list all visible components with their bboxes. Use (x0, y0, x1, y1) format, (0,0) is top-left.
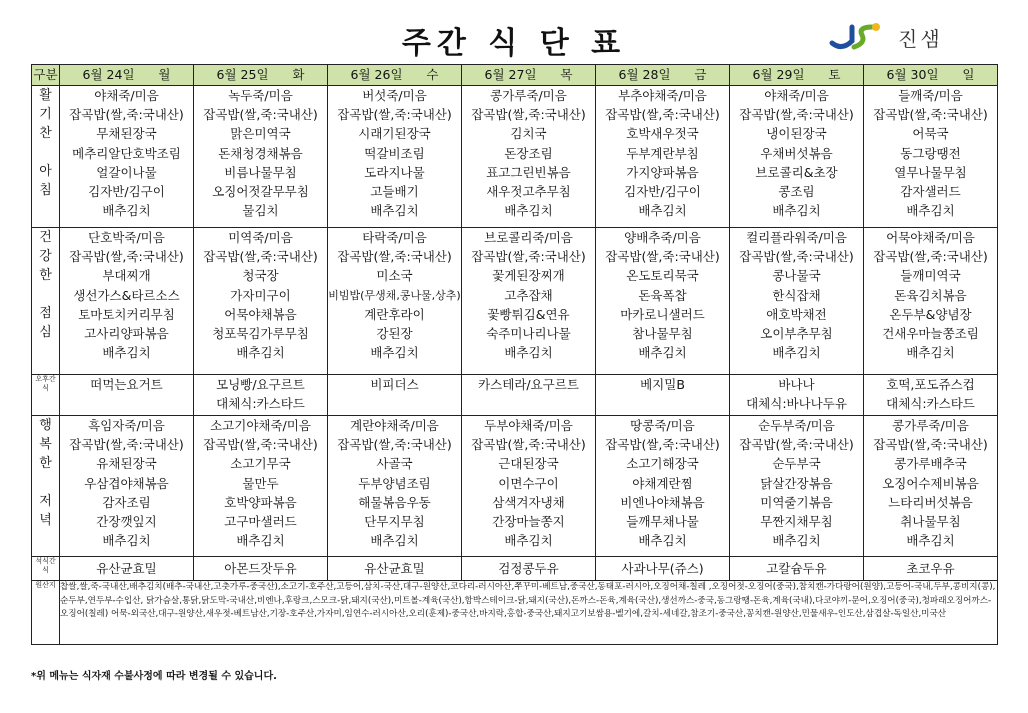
menu-item: 잡곡밥(쌀,죽:국내산) (873, 249, 988, 265)
menu-item: 사골국 (376, 456, 413, 472)
menu-item: 꽃빵튀김&연유 (487, 306, 570, 322)
menu-item: 간장마늘쫑지 (492, 513, 565, 529)
menu-cell (328, 86, 462, 228)
meal-row-dinner (32, 416, 998, 557)
menu-item: 소고기야채죽/미음 (210, 418, 311, 433)
menu-item: 잡곡밥(쌀,죽:국내산) (471, 437, 586, 453)
menu-cell (60, 416, 194, 557)
menu-cell (864, 416, 998, 557)
menu-item: 배추김치 (638, 533, 687, 549)
menu-cell (462, 557, 596, 581)
brand-name: 진샘 (898, 26, 943, 51)
menu-item: 미역죽/미음 (228, 230, 293, 245)
menu-item: 돈육김치볶음 (894, 287, 967, 303)
menu-cell (328, 557, 462, 581)
weekly-menu-table (31, 64, 998, 645)
menu-cell (328, 375, 462, 416)
menu-item: 얼갈이나물 (96, 164, 157, 180)
menu-item: 잡곡밥(쌀,죽:국내산) (471, 107, 586, 123)
day-header: 6월 30일 일 (864, 65, 998, 86)
menu-item: 시래기된장국 (358, 126, 431, 142)
menu-item: 흑임자죽/미음 (88, 418, 165, 433)
menu-item: 콩조림 (778, 183, 815, 199)
menu-item: 잡곡밥(쌀,죽:국내산) (203, 437, 318, 453)
menu-item: 온도토리묵국 (626, 268, 699, 284)
menu-item: 배추김치 (638, 203, 687, 219)
menu-item: 잡곡밥(쌀,죽:국내산) (739, 437, 854, 453)
menu-item: 고추잡채 (504, 287, 553, 303)
menu-item: 떡갈비조림 (364, 145, 425, 161)
menu-item: 두부양념조림 (358, 475, 431, 491)
menu-item: 배추김치 (906, 533, 955, 549)
menu-item: 콩가루죽/미음 (892, 418, 969, 433)
menu-item: 순두부죽/미음 (758, 418, 835, 433)
menu-item: 냉이된장국 (766, 126, 827, 142)
menu-item: 배추김치 (772, 203, 821, 219)
menu-item: 잡곡밥(쌀,죽:국내산) (69, 107, 184, 123)
menu-item: 청포묵김가루무침 (212, 325, 309, 341)
menu-cell (194, 375, 328, 416)
menu-item: 해물볶음우동 (358, 494, 431, 510)
menu-item: 잡곡밥(쌀,죽:국내산) (739, 249, 854, 265)
menu-cell (730, 86, 864, 228)
meal-row-snack (32, 375, 998, 416)
menu-item: 카스테라/요구르트 (478, 377, 579, 392)
day-header: 6월 28일 금 (596, 65, 730, 86)
menu-item: 컬리플라워죽/미음 (746, 230, 847, 245)
menu-item: 한식잡채 (772, 287, 821, 303)
menu-item: 고칼슘두유 (766, 560, 827, 576)
menu-item: 간장깻잎지 (96, 513, 157, 529)
menu-item: 잡곡밥(쌀,죽:국내산) (337, 107, 452, 123)
menu-item: 돈채청경채볶음 (218, 145, 303, 161)
menu-item: 유채된장국 (96, 456, 157, 472)
menu-item: 맑은미역국 (230, 126, 291, 142)
menu-item: 배추김치 (236, 533, 285, 549)
menu-item: 무짠지채무침 (760, 513, 833, 529)
menu-item: 잡곡밥(쌀,죽:국내산) (471, 249, 586, 265)
menu-item: 돈장조림 (504, 145, 553, 161)
day-header: 6월 26일 수 (328, 65, 462, 86)
menu-item: 참나물무침 (632, 325, 693, 341)
header-row (32, 65, 998, 86)
menu-item: 고구마샐러드 (224, 513, 297, 529)
menu-cell (864, 557, 998, 581)
menu-item: 비피더스 (370, 377, 419, 392)
menu-item: 열무나물무침 (894, 164, 967, 180)
menu-item: 잡곡밥(쌀,죽:국내산) (203, 107, 318, 123)
menu-item: 잡곡밥(쌀,죽:국내산) (873, 437, 988, 453)
menu-item: 새우젓고추무침 (486, 183, 571, 199)
row-label-morning: 활 기 찬 아 침 (32, 86, 60, 228)
menu-cell (864, 375, 998, 416)
footnote: *위 메뉴는 식자재 수불사정에 따라 변경될 수 있습니다. (31, 671, 277, 682)
menu-item: 양배추죽/미음 (624, 230, 701, 245)
menu-item: 우삼겹야채볶음 (84, 475, 169, 491)
menu-item: 잡곡밥(쌀,죽:국내산) (69, 437, 184, 453)
menu-cell (730, 228, 864, 375)
menu-item (462, 394, 595, 413)
menu-item: 우채버섯볶음 (760, 145, 833, 161)
menu-item: 사과나무(쥬스) (621, 560, 704, 576)
menu-item: 땅콩죽/미음 (630, 418, 695, 433)
menu-item: 배추김치 (772, 533, 821, 549)
menu-item: 고들배기 (370, 183, 419, 199)
menu-cell (194, 228, 328, 375)
menu-item: 두부야채죽/미음 (484, 418, 573, 433)
menu-cell (462, 86, 596, 228)
menu-item: 감자조림 (102, 494, 151, 510)
menu-item: 유산균효밀 (364, 560, 425, 576)
menu-cell (730, 375, 864, 416)
menu-item: 감자샐러드 (900, 183, 961, 199)
menu-item: 떠먹는요거트 (90, 377, 163, 392)
menu-item: 배추김치 (370, 203, 419, 219)
menu-cell (462, 228, 596, 375)
menu-cell (596, 557, 730, 581)
menu-item: 부대찌개 (102, 268, 151, 284)
menu-item: 단호박죽/미음 (88, 230, 165, 245)
menu-item: 무채된장국 (96, 126, 157, 142)
menu-item: 계란후라이 (364, 306, 425, 322)
menu-item: 물만두 (242, 475, 279, 491)
menu-item: 잡곡밥(쌀,죽:국내산) (69, 249, 184, 265)
menu-item: 아몬드잣두유 (224, 560, 297, 576)
day-header: 6월 27일 목 (462, 65, 596, 86)
menu-item: 버섯죽/미음 (362, 88, 427, 103)
menu-item: 순두부국 (772, 456, 821, 472)
menu-item: 초코우유 (906, 560, 955, 576)
menu-item: 소고기해장국 (626, 456, 699, 472)
menu-item: 취나물무침 (900, 513, 961, 529)
menu-item (60, 394, 193, 413)
menu-cell (864, 86, 998, 228)
menu-item: 호떡,포도쥬스컵 (886, 377, 975, 392)
menu-item: 물김치 (242, 203, 279, 219)
menu-item: 오이부추무침 (760, 325, 833, 341)
menu-item: 대체식:바나나두유 (746, 396, 847, 412)
menu-item: 배추김치 (906, 203, 955, 219)
menu-cell (194, 86, 328, 228)
menu-item: 잡곡밥(쌀,죽:국내산) (337, 437, 452, 453)
menu-item: 온두부&양념장 (889, 306, 972, 322)
menu-item: 오징어수제비볶음 (882, 475, 979, 491)
menu-item: 어묵야채볶음 (224, 306, 297, 322)
menu-item: 호박양파볶음 (224, 494, 297, 510)
menu-item: 이면수구이 (498, 475, 559, 491)
menu-item: 배추김치 (236, 345, 285, 361)
menu-item: 잡곡밥(쌀,죽:국내산) (203, 249, 318, 265)
menu-item: 동그랑땡전 (900, 145, 961, 161)
menu-cell (596, 86, 730, 228)
menu-item: 배추김치 (370, 345, 419, 361)
menu-item: 부추야채죽/미음 (618, 88, 707, 103)
row-label-night: 석식간식 (32, 557, 60, 581)
menu-cell (462, 416, 596, 557)
menu-item: 녹두죽/미음 (228, 88, 293, 103)
menu-item (328, 394, 461, 413)
meal-row-lunch (32, 228, 998, 375)
day-header: 6월 29일 토 (730, 65, 864, 86)
menu-item: 건새우마늘쫑조림 (882, 325, 979, 341)
menu-item: 베지밀B (640, 377, 685, 392)
menu-item: 표고그린빈볶음 (486, 164, 571, 180)
menu-item: 배추김치 (906, 345, 955, 361)
menu-item: 닭살간장볶음 (760, 475, 833, 491)
menu-item: 비름나물무침 (224, 164, 297, 180)
brand-logo (828, 20, 943, 54)
day-header: 6월 25일 화 (194, 65, 328, 86)
menu-cell (596, 375, 730, 416)
menu-item: 콩나물국 (772, 268, 821, 284)
menu-cell (596, 228, 730, 375)
meal-row-morning (32, 86, 998, 228)
row-label-snack: 오후간식 (32, 375, 60, 416)
menu-item (596, 394, 729, 413)
menu-item: 배추김치 (102, 345, 151, 361)
menu-item: 배추김치 (102, 203, 151, 219)
menu-item: 잡곡밥(쌀,죽:국내산) (739, 107, 854, 123)
menu-item: 소고기무국 (230, 456, 291, 472)
menu-item: 강된장 (376, 325, 413, 341)
menu-item: 타락죽/미음 (362, 230, 427, 245)
menu-item: 바나나 (778, 377, 815, 392)
menu-cell (194, 557, 328, 581)
menu-item: 배추김치 (504, 533, 553, 549)
menu-cell (328, 416, 462, 557)
menu-item: 메추리알단호박조림 (72, 145, 181, 161)
menu-item: 야채죽/미음 (764, 88, 829, 103)
menu-item: 미역줄기볶음 (760, 494, 833, 510)
menu-item: 청국장 (242, 268, 279, 284)
menu-cell (730, 557, 864, 581)
menu-cell (60, 86, 194, 228)
menu-cell (328, 228, 462, 375)
menu-item: 근대된장국 (498, 456, 559, 472)
menu-item: 잡곡밥(쌀,죽:국내산) (337, 249, 452, 265)
menu-cell (462, 375, 596, 416)
menu-item: 비빔밥(무생채,콩나물,상추) (328, 288, 461, 302)
menu-item: 콩가루배추국 (894, 456, 967, 472)
menu-item: 꽃게된장찌개 (492, 268, 565, 284)
menu-item: 두부계란부침 (626, 145, 699, 161)
menu-item: 배추김치 (504, 203, 553, 219)
menu-cell (60, 557, 194, 581)
menu-item: 배추김치 (102, 533, 151, 549)
row-label-dinner: 행 복 한 저 녁 (32, 416, 60, 557)
origin-row (32, 581, 998, 645)
menu-item: 단무지무침 (364, 513, 425, 529)
menu-item: 들깨죽/미음 (898, 88, 963, 103)
day-header: 6월 24일 월 (60, 65, 194, 86)
menu-item: 김자반/김구이 (88, 183, 165, 199)
menu-item: 잡곡밥(쌀,죽:국내산) (605, 249, 720, 265)
jinsaem-logo-icon (828, 21, 890, 53)
menu-item: 들깨미역국 (900, 268, 961, 284)
menu-item: 어묵야채죽/미음 (886, 230, 975, 245)
menu-item: 야채죽/미음 (94, 88, 159, 103)
menu-item: 마카로니샐러드 (620, 306, 705, 322)
menu-item: 배추김치 (638, 345, 687, 361)
menu-item: 야채계란찜 (632, 475, 693, 491)
menu-item: 비엔나야채볶음 (620, 494, 705, 510)
menu-item: 느타리버섯볶음 (888, 494, 973, 510)
menu-item: 브로콜리죽/미음 (484, 230, 573, 245)
menu-item: 어묵국 (912, 126, 949, 142)
menu-cell (60, 375, 194, 416)
menu-item: 미소국 (376, 268, 413, 284)
menu-item: 배추김치 (504, 345, 553, 361)
menu-item: 잡곡밥(쌀,죽:국내산) (605, 107, 720, 123)
menu-item: 삼색겨자냉채 (492, 494, 565, 510)
meal-row-night (32, 557, 998, 581)
header-corner: 구분 (32, 65, 60, 86)
menu-cell (864, 228, 998, 375)
menu-item: 가지양파볶음 (626, 164, 699, 180)
menu-item: 들깨무채나물 (626, 513, 699, 529)
menu-item: 대체식:카스타드 (886, 396, 975, 412)
menu-item: 모닝빵/요구르트 (216, 377, 305, 392)
menu-item: 도라지나물 (364, 164, 425, 180)
menu-item: 고사리양파볶음 (84, 325, 169, 341)
menu-item: 애호박채전 (766, 306, 827, 322)
menu-item: 오징어젓갈무무침 (212, 183, 309, 199)
menu-item: 김자반/김구이 (624, 183, 701, 199)
page-title: 주간 식 단 표 (401, 26, 627, 61)
menu-item: 돈육폭찹 (638, 287, 687, 303)
menu-item: 대체식:카스타드 (216, 396, 305, 412)
menu-cell (194, 416, 328, 557)
menu-item: 잡곡밥(쌀,죽:국내산) (873, 107, 988, 123)
origin-text: 찹쌀,쌀,죽-국내산,배추김치(배추-국내산,고춧가루-중국산),소고기-호주산,고등어,삼치-국산,대구-원양산,코다리-러시아산,쭈꾸미-베트남,중국산,동태포-러시아,오징어채-칠레 ,오징어젓-오징어(중국),참치캔-가다랑어(원양),고등어-국내,두부,콩비지(콩),순두부,연두부-수입산, 닭가슴살,통닭,닭도막-국내산,비엔나,후랑크,스모크-닭,돼지(국산),미트볼-계육(국산),함박스테이크-닭,돼지(국산),돈까스-돈육,계육(국산),생선까스-중국,동그랑땡-돈육,계육(국내),다코야끼-문어,오징어(중국),청파래오징어까스-오징어(칠레) 어묵-외국산,대구-원양산,새우젓-베트남산,기장-호주산,가자미,임연수-러시아산,오리(훈제)-중국산,바지락,홍합-중국산,돼지고기보쌈용-벨기에,갈치-세네갈,참조기-중국산,꽁치캔-원양산,민물새우-인도산,삼겹살-독일산,미국산 (60, 581, 998, 645)
menu-item: 유산균효밀 (96, 560, 157, 576)
menu-item: 배추김치 (370, 533, 419, 549)
menu-item: 콩가루죽/미음 (490, 88, 567, 103)
menu-item: 계란야채죽/미음 (350, 418, 439, 433)
menu-item: 김치국 (510, 126, 547, 142)
menu-cell (596, 416, 730, 557)
menu-item: 잡곡밥(쌀,죽:국내산) (605, 437, 720, 453)
menu-item: 배추김치 (772, 345, 821, 361)
row-label-lunch: 건 강 한 점 심 (32, 228, 60, 375)
menu-item: 가자미구이 (230, 287, 291, 303)
menu-cell (60, 228, 194, 375)
menu-item: 생선가스&타르소스 (73, 287, 180, 303)
menu-item: 검정콩두유 (498, 560, 559, 576)
menu-item: 호박새우젓국 (626, 126, 699, 142)
menu-cell (730, 416, 864, 557)
row-label-origin: 원산지 (32, 581, 60, 645)
menu-item: 숙주미나리나물 (486, 325, 571, 341)
menu-item: 토마토치커리무침 (78, 306, 175, 322)
menu-item: 브로콜리&초장 (755, 164, 838, 180)
